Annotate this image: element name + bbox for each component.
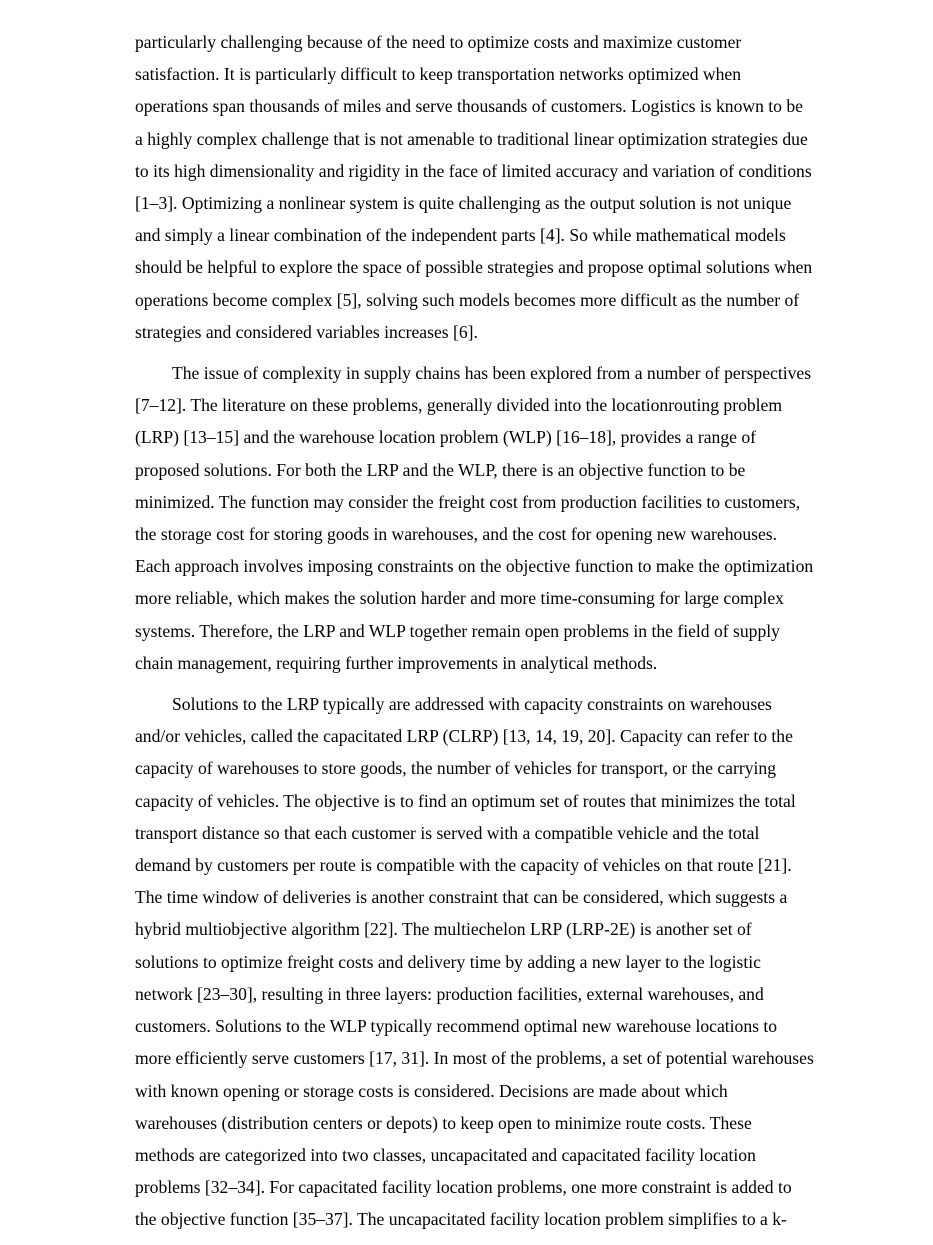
text-line: minimized. The function may consider the freight cost from production facilities to customers, (135, 491, 801, 512)
text-line: satisfaction. It is particularly difficult to keep transportation networks optimized when (135, 64, 742, 85)
text-line: a highly complex challenge that is not amenable to traditional linear optimization strategies due (135, 128, 808, 149)
text-line: chain management, requiring further improvements in analytical methods. (135, 652, 658, 673)
text-line: The issue of complexity in supply chains has been explored from a number of perspectives (172, 363, 812, 384)
text-line: capacity of warehouses to store goods, the number of vehicles for transport, or the carrying (135, 758, 776, 779)
text-line: the storage cost for storing goods in warehouses, and the cost for opening new warehouses. (135, 524, 778, 545)
text-line: capacity of vehicles. The objective is to find an optimum set of routes that minimizes the total (135, 790, 796, 811)
text-line: to its high dimensionality and rigidity in the face of limited accuracy and variation of conditions (135, 160, 812, 181)
text-line: operations become complex [5], solving such models becomes more difficult as the number of (135, 289, 800, 310)
paragraph-lrp-solutions (135, 688, 860, 1235)
body-text (135, 26, 860, 1245)
text-line: methods are categorized into two classes, uncapacitated and capacitated facility location (135, 1144, 756, 1165)
text-line: with known opening or storage costs is considered. Decisions are made about which (135, 1080, 728, 1101)
text-line: systems. Therefore, the LRP and WLP together remain open problems in the field of supply (135, 620, 780, 641)
text-line: (LRP) [13–15] and the warehouse location problem (WLP) [16–18], provides a range of (135, 427, 756, 448)
text-line: network [23–30], resulting in three layers: production facilities, external warehouses, and (135, 983, 764, 1004)
text-line: the objective function [35–37]. The uncapacitated facility location problem simplifies to a k- (135, 1209, 787, 1230)
text-line: Each approach involves imposing constraints on the objective function to make the optimization (135, 556, 814, 577)
text-line: demand by customers per route is compatible with the capacity of vehicles on that route [21]. (135, 855, 792, 876)
text-line: [1–3]. Optimizing a nonlinear system is quite challenging as the output solution is not unique (135, 193, 792, 214)
text-line: should be helpful to explore the space of possible strategies and propose optimal solutions when (135, 257, 813, 278)
text-line: proposed solutions. For both the LRP and the WLP, there is an objective function to be (135, 459, 746, 480)
paragraph-complexity-supply-chains (135, 357, 860, 679)
text-line: particularly challenging because of the need to optimize costs and maximize customer (135, 32, 742, 52)
text-line: more reliable, which makes the solution harder and more time-consuming for large complex (135, 588, 784, 609)
text-line: operations span thousands of miles and serve thousands of customers. Logistics is known to be (135, 96, 803, 117)
text-line: Solutions to the LRP typically are addressed with capacity constraints on warehouses (172, 694, 772, 715)
text-line: customers. Solutions to the WLP typically recommend optimal new warehouse locations to (135, 1016, 778, 1037)
paragraph-intro-continuation (135, 26, 860, 348)
text-line: more efficiently serve customers [17, 31]. In most of the problems, a set of potential warehouses (135, 1048, 814, 1069)
text-line: [7–12]. The literature on these problems, generally divided into the locationrouting problem (135, 395, 783, 416)
text-line: warehouses (distribution centers or depots) to keep open to minimize route costs. These (135, 1112, 752, 1133)
text-line: The time window of deliveries is another constraint that can be considered, which suggests a (135, 887, 788, 908)
text-line: hybrid multiobjective algorithm [22]. The multiechelon LRP (LRP-2E) is another set of (135, 919, 752, 940)
text-line: problems [32–34]. For capacitated facility location problems, one more constraint is added to (135, 1177, 792, 1198)
text-line: and simply a linear combination of the independent parts [4]. So while mathematical models (135, 225, 786, 246)
text-line: solutions to optimize freight costs and delivery time by adding a new layer to the logistic (135, 951, 761, 972)
text-line: strategies and considered variables increases [6]. (135, 321, 478, 342)
text-line: and/or vehicles, called the capacitated LRP (CLRP) [13, 14, 19, 20]. Capacity can refer to the (135, 726, 793, 747)
text-line: transport distance so that each customer is served with a compatible vehicle and the total (135, 822, 760, 843)
